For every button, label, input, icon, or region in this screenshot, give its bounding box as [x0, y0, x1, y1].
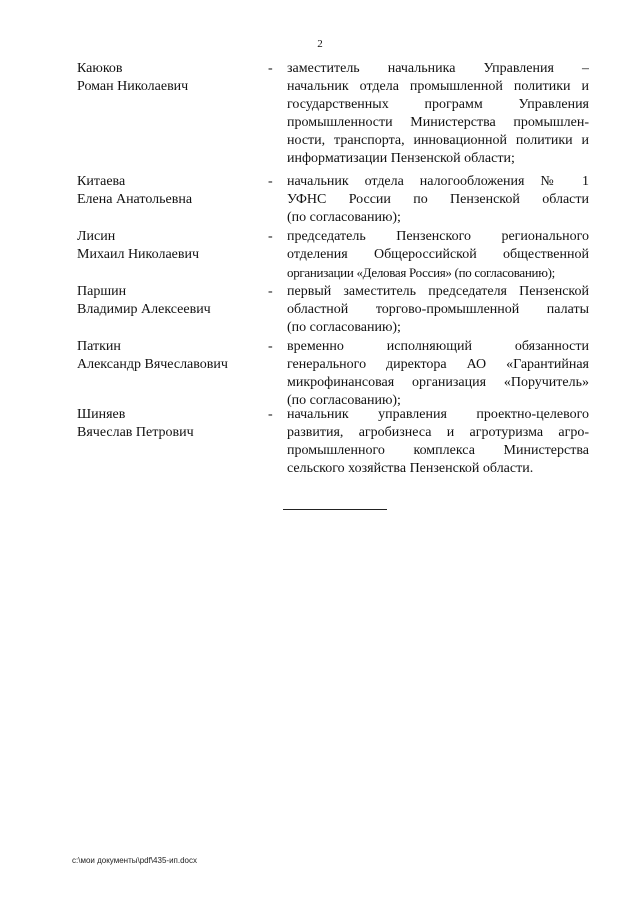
- dash-separator: -: [268, 339, 273, 354]
- member-name: [77, 406, 262, 442]
- member-position: [287, 60, 589, 168]
- dash-separator: -: [268, 61, 273, 76]
- member-name: [77, 338, 262, 374]
- dash-separator: -: [268, 174, 273, 189]
- position-line: информатизации Пензенской области;: [287, 151, 515, 166]
- page-number: 2: [317, 38, 323, 50]
- member-surname: Китаева: [77, 174, 126, 189]
- member-name: [77, 283, 262, 319]
- position-line: сельского хозяйства Пензенской области.: [287, 461, 534, 476]
- dash-separator: -: [268, 407, 273, 422]
- position-line: (по согласованию);: [287, 393, 401, 408]
- file-path-footer: c:\мои документы\pdf\435-ип.docx: [72, 856, 197, 865]
- position-line: начальник управления проектно-целевого: [287, 407, 589, 422]
- member-given-names: Елена Анатольевна: [77, 192, 193, 207]
- member-position: [287, 338, 589, 410]
- member-surname: Шиняев: [77, 407, 126, 422]
- member-position: [287, 406, 589, 478]
- member-given-names: Михаил Николаевич: [77, 247, 200, 262]
- dash-separator: -: [268, 229, 273, 244]
- closing-rule: [283, 509, 387, 510]
- position-line: отделения Общероссийской общественной: [287, 247, 589, 262]
- member-name: [77, 60, 262, 96]
- position-line: промышленности Министерства промышлен-: [287, 115, 589, 130]
- member-surname: Каюков: [77, 61, 123, 76]
- member-position: [287, 228, 589, 282]
- member-given-names: Владимир Алексеевич: [77, 302, 211, 317]
- position-line: (по согласованию);: [287, 320, 401, 335]
- position-line: заместитель начальника Управления –: [287, 61, 589, 76]
- position-line: временно исполняющий обязанности: [287, 339, 589, 354]
- member-position: [287, 283, 589, 337]
- member-given-names: Вячеслав Петрович: [77, 425, 194, 440]
- member-name: [77, 173, 262, 209]
- member-surname: Лисин: [77, 229, 116, 244]
- dash-separator: -: [268, 284, 273, 299]
- position-line: первый заместитель председателя Пензенской: [287, 284, 589, 299]
- position-line: организации «Деловая Россия» (по согласованию);: [287, 265, 555, 280]
- position-line: генерального директора АО «Гарантийная: [287, 357, 589, 372]
- position-line: государственных программ Управления: [287, 97, 589, 112]
- position-line: областной торгово-промышленной палаты: [287, 302, 589, 317]
- position-line: УФНС России по Пензенской области: [287, 192, 589, 207]
- position-line: ности, транспорта, инновационной политики и: [287, 133, 589, 148]
- position-line: (по согласованию);: [287, 210, 401, 225]
- member-given-names: Александр Вячеславович: [77, 357, 228, 372]
- member-position: [287, 173, 589, 227]
- position-line: развития, агробизнеса и агротуризма агро-: [287, 425, 589, 440]
- position-line: начальник отдела промышленной политики и: [287, 79, 589, 94]
- member-given-names: Роман Николаевич: [77, 79, 189, 94]
- position-line: промышленного комплекса Министерства: [287, 443, 589, 458]
- position-line: начальник отдела налогообложения № 1: [287, 174, 589, 189]
- member-surname: Паткин: [77, 339, 121, 354]
- position-line: председатель Пензенского регионального: [287, 229, 589, 244]
- member-name: [77, 228, 262, 264]
- member-surname: Паршин: [77, 284, 127, 299]
- position-line: микрофинансовая организация «Поручитель»: [287, 375, 589, 390]
